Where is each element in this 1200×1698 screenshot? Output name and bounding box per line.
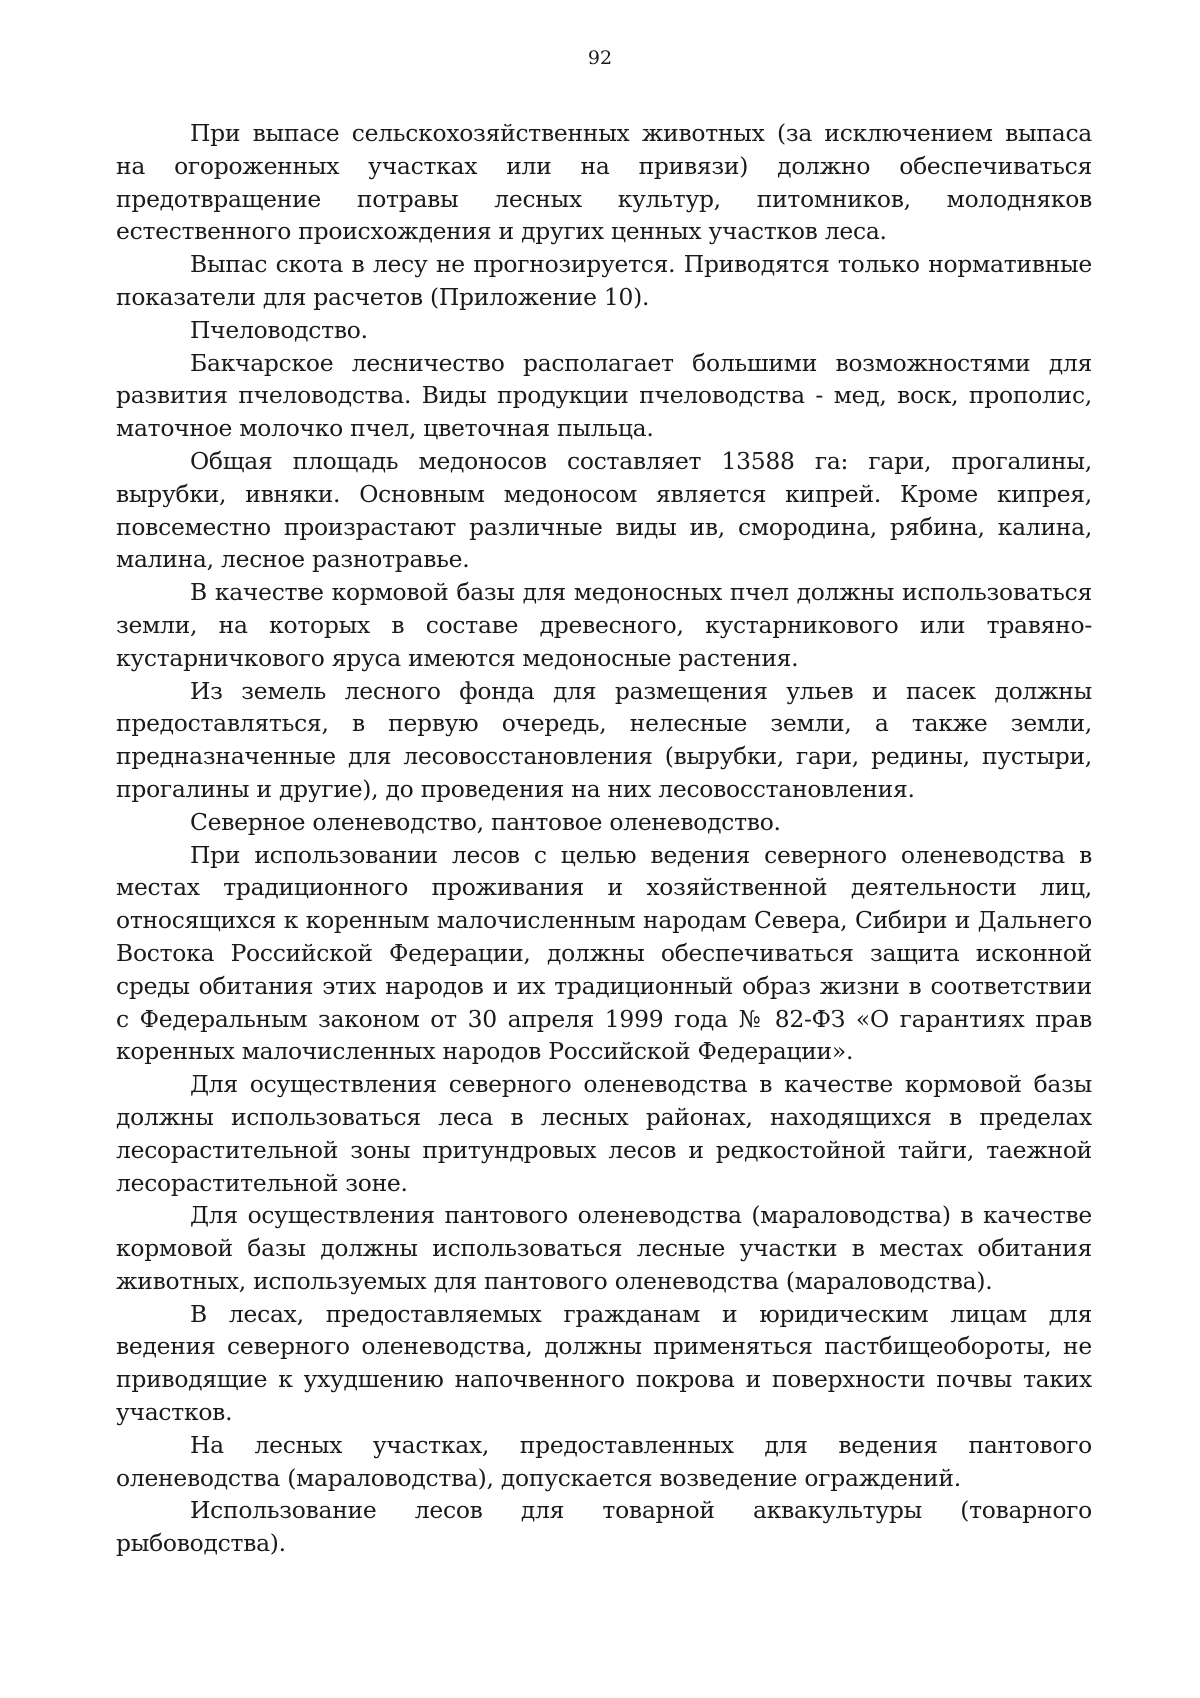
paragraph-beekeeping-opportunities: Бакчарское лесничество располагает большими возможностями для развития пчеловодства. Виды продукции пчеловодства - мед, воск, прополис, маточное молочко пчел, цветочная пыльца.: [116, 348, 1092, 443]
paragraph-forage-base-bees: В качестве кормовой базы для медоносных пчел должны использоваться земли, на которых в составе древесного, кустарникового или травяно-кустарничкового яруса имеются медоносные растения.: [116, 578, 1092, 672]
paragraph-apiary-placement: Из земель лесного фонда для размещения ульев и пасек должны предоставляться, в первую очередь, нелесные земли, а также земли, предназначенные для лесовосстановления (вырубки, гари, редины, пустыри, прогалины и другие), до проведения на них лесовосстановления.: [116, 676, 1092, 803]
paragraph-fencing: На лесных участках, предоставленных для ведения пантового оленеводства (мараловодства), допускается возведение ограждений.: [116, 1430, 1092, 1492]
paragraph-reindeer-forage-base: Для осуществления северного оленеводства в качестве кормовой базы должны использоваться леса в лесных районах, находящихся в пределах лесорастительной зоны притундровых лесов и редкостойной тайги, таежной лесорастительной зоне.: [116, 1070, 1092, 1197]
paragraph-grazing-rules: При выпасе сельскохозяйственных животных (за исключением выпаса на огороженных участках или на привязи) должно обеспечиваться предотвращение потравы лесных культур, питомников, молодняков естественного происхождения и других ценных участков леса.: [116, 119, 1092, 246]
paragraph-northern-reindeer-herding: При использовании лесов с целью ведения северного оленеводства в местах традиционного проживания и хозяйственной деятельности лиц, относящихся к коренным малочисленным народам Севера, Сибири и Дальнего Востока Российской Федерации, должны обеспечиваться защита исконной среды обитания этих народов и их традиционный образ жизни в соответствии с Федеральным законом от 30 апреля 1999 года № 82-ФЗ «О гарантиях прав коренных малочисленных народов Российской Федерации».: [116, 840, 1092, 1066]
paragraph-antler-reindeer-herding: Для осуществления пантового оленеводства (мараловодства) в качестве кормовой базы должны использоваться лесные участки в местах обитания животных, используемых для пантового оленеводства (мараловодства).: [116, 1201, 1092, 1295]
paragraph-aquaculture: Использование лесов для товарной аквакультуры (товарного рыбоводства).: [116, 1496, 1092, 1558]
page-number: 92: [587, 47, 613, 69]
page-body: [116, 117, 1092, 1560]
section-heading-beekeeping: Пчеловодство.: [190, 315, 368, 344]
paragraph-grazing-forecast: Выпас скота в лесу не прогнозируется. Приводятся только нормативные показатели для расчетов (Приложение 10).: [116, 250, 1092, 311]
paragraph-pasture-rotation: В лесах, предоставляемых гражданам и юридическим лицам для ведения северного оленеводства, должны применяться пастбищеобороты, не приводящие к ухудшению напочвенного покрова и поверхности почвы таких участков.: [116, 1299, 1092, 1427]
paragraph-honey-plants-area: Общая площадь медоносов составляет 13588 га: гари, прогалины, вырубки, ивняки. Основным медоносом является кипрей. Кроме кипрея, повсеместно произрастают различные виды ив, смородина, рябина, калина, малина, лесное разнотравье.: [116, 446, 1092, 574]
section-heading-reindeer-herding: Северное оленеводство, пантовое оленеводство.: [190, 807, 781, 836]
